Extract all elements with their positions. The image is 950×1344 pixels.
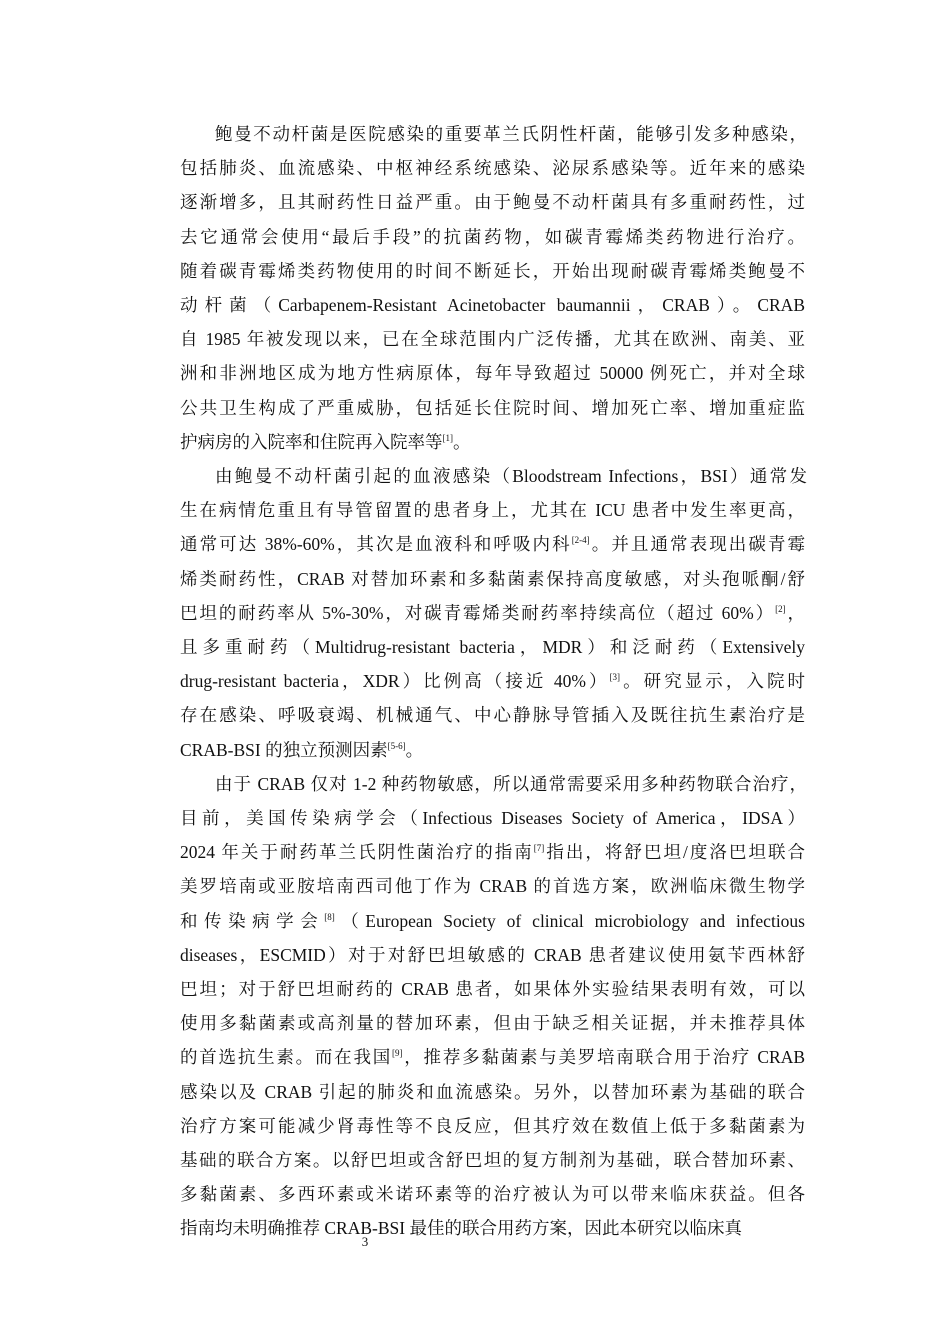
text-line <box>180 1148 805 1172</box>
text-line <box>180 327 805 351</box>
text-line <box>180 1045 805 1069</box>
text-line <box>180 669 805 693</box>
citation-ref: [3] <box>609 672 621 682</box>
text-segment: 包括肺炎、血流感染、中枢神经系统感染、泌尿系感染等。近年来的感染 <box>180 158 805 178</box>
text-segment: 巴坦；对于舒巴坦耐药的 CRAB 患者，如果体外实验结果表明有效，可以 <box>180 979 805 999</box>
text-segment: 生在病情危重且有导管留置的患者身上，尤其在 ICU 患者中发生率更高， <box>180 500 805 520</box>
citation-ref: [2-4] <box>571 535 590 545</box>
text-line <box>180 1080 805 1104</box>
text-segment: 指出，将舒巴坦/度洛巴坦联合 <box>544 842 805 862</box>
text-line <box>180 601 805 625</box>
text-segment: 。研究显示，入院时 <box>620 671 805 691</box>
text-segment: 洲和非洲地区成为地方性病原体，每年导致超过 50000 例死亡，并对全球 <box>180 363 805 383</box>
text-segment: 2024 年关于耐药革兰氏阴性菌治疗的指南 <box>180 842 534 862</box>
text-line <box>180 703 805 727</box>
text-segment: 烯类耐药性，CRAB 对替加环素和多黏菌素保持高度敏感，对头孢哌酮/舒 <box>180 569 805 589</box>
citation-ref: [9] <box>392 1048 403 1058</box>
text-segment: 动杆菌（Carbapenem-Resistant Acinetobacter baumannii，CRAB）。CRAB <box>180 295 805 315</box>
text-segment: 存在感染、呼吸衰竭、机械通气、中心静脉导管插入及既往抗生素治疗是 <box>180 705 805 725</box>
text-segment: 且多重耐药（Multidrug-resistant bacteria，MDR）和泛耐药（Extensively <box>180 637 805 657</box>
text-line <box>180 635 805 659</box>
text-line <box>180 874 805 898</box>
text-segment: 的首选抗生素。而在我国 <box>180 1047 393 1067</box>
text-segment: 逐渐增多，且其耐药性日益严重。由于鲍曼不动杆菌具有多重耐药性，过 <box>180 192 805 212</box>
text-segment: （European Society of clinical microbiology and infectious <box>334 911 805 931</box>
text-segment: CRAB-BSI 的独立预测因素 <box>180 740 388 760</box>
text-segment: 美罗培南或亚胺培南西司他丁作为 CRAB 的首选方案，欧洲临床微生物学 <box>180 876 805 896</box>
text-segment: 多黏菌素、多西环素或米诺环素等的治疗被认为可以带来临床获益。但各 <box>180 1184 805 1204</box>
text-line <box>180 806 805 830</box>
citation-ref: [5-6] <box>387 741 406 751</box>
text-line <box>180 361 805 385</box>
text-segment: 基础的联合方案。以舒巴坦或含舒巴坦的复方制剂为基础，联合替加环素、 <box>180 1150 805 1170</box>
text-line <box>180 1216 805 1240</box>
text-line <box>180 190 805 214</box>
text-line <box>215 464 807 488</box>
text-segment: 自 1985 年被发现以来，已在全球范围内广泛传播，尤其在欧洲、南美、亚 <box>180 329 805 349</box>
text-segment: 去它通常会使用“最后手段”的抗菌药物，如碳青霉烯类药物进行治疗。 <box>180 227 805 247</box>
text-line <box>180 225 805 249</box>
text-line <box>180 1182 805 1206</box>
text-line <box>180 567 805 591</box>
text-segment: 由于 CRAB 仅对 1-2 种药物敏感，所以通常需要采用多种药物联合治疗， <box>215 774 807 794</box>
text-line <box>215 122 807 146</box>
citation-ref: [2] <box>775 604 786 614</box>
text-segment: 巴坦的耐药率从 5%-30%，对碳青霉烯类耐药率持续高位（超过 60%） <box>180 603 776 623</box>
citation-ref: [7] <box>533 843 545 853</box>
citation-ref: [1] <box>442 433 453 443</box>
text-segment: diseases，ESCMID）对于对舒巴坦敏感的 CRAB 患者建议使用氨苄西林舒 <box>180 945 805 965</box>
text-line <box>180 259 805 283</box>
text-segment: 通常可达 38%-60%，其次是血液科和呼吸内科 <box>180 534 572 554</box>
text-line <box>180 977 805 1001</box>
page-number: 3 <box>361 1234 369 1249</box>
text-segment: drug-resistant bacteria，XDR）比例高（接近 40%） <box>180 671 610 691</box>
text-line <box>180 532 805 556</box>
text-line <box>180 498 805 522</box>
text-segment: 。 <box>405 740 424 760</box>
text-line <box>180 943 805 967</box>
text-line <box>215 772 807 796</box>
text-segment: 。并且通常表现出碳青霉 <box>589 534 805 554</box>
text-line <box>180 293 805 317</box>
text-line <box>180 840 805 864</box>
text-segment: 。 <box>453 432 471 452</box>
text-segment: 指南均未明确推荐 CRAB-BSI 最佳的联合用药方案，因此本研究以临床真 <box>180 1218 742 1238</box>
text-segment: 感染以及 CRAB 引起的肺炎和血流感染。另外，以替加环素为基础的联合 <box>180 1082 805 1102</box>
text-segment: 和传染病学会 <box>180 911 325 931</box>
text-line <box>180 1114 805 1138</box>
text-segment: 治疗方案可能减少肾毒性等不良反应，但其疗效在数值上低于多黏菌素为 <box>180 1116 805 1136</box>
text-segment: ， <box>785 603 805 623</box>
text-line <box>180 738 805 762</box>
text-segment: 由鲍曼不动杆菌引起的血液感染（Bloodstream Infections，BSI）通常发 <box>215 466 807 486</box>
text-segment: 随着碳青霉烯类药物使用的时间不断延长，开始出现耐碳青霉烯类鲍曼不 <box>180 261 805 281</box>
text-line <box>180 1011 805 1035</box>
text-segment: ，推荐多黏菌素与美罗培南联合用于治疗 CRAB <box>402 1047 805 1067</box>
text-segment: 护病房的入院率和住院再入院率等 <box>180 432 443 452</box>
text-line <box>180 156 805 180</box>
text-line <box>180 909 805 933</box>
text-line <box>180 430 805 454</box>
text-segment: 目前，美国传染病学会（Infectious Diseases Society of America，IDSA） <box>180 808 805 828</box>
citation-ref: [8] <box>324 912 335 922</box>
text-segment: 公共卫生构成了严重威胁，包括延长住院时间、增加死亡率、增加重症监 <box>180 398 805 418</box>
text-segment: 使用多黏菌素或高剂量的替加环素，但由于缺乏相关证据，并未推荐具体 <box>180 1013 805 1033</box>
text-line <box>180 396 805 420</box>
text-segment: 鲍曼不动杆菌是医院感染的重要革兰氏阴性杆菌，能够引发多种感染， <box>215 124 807 144</box>
